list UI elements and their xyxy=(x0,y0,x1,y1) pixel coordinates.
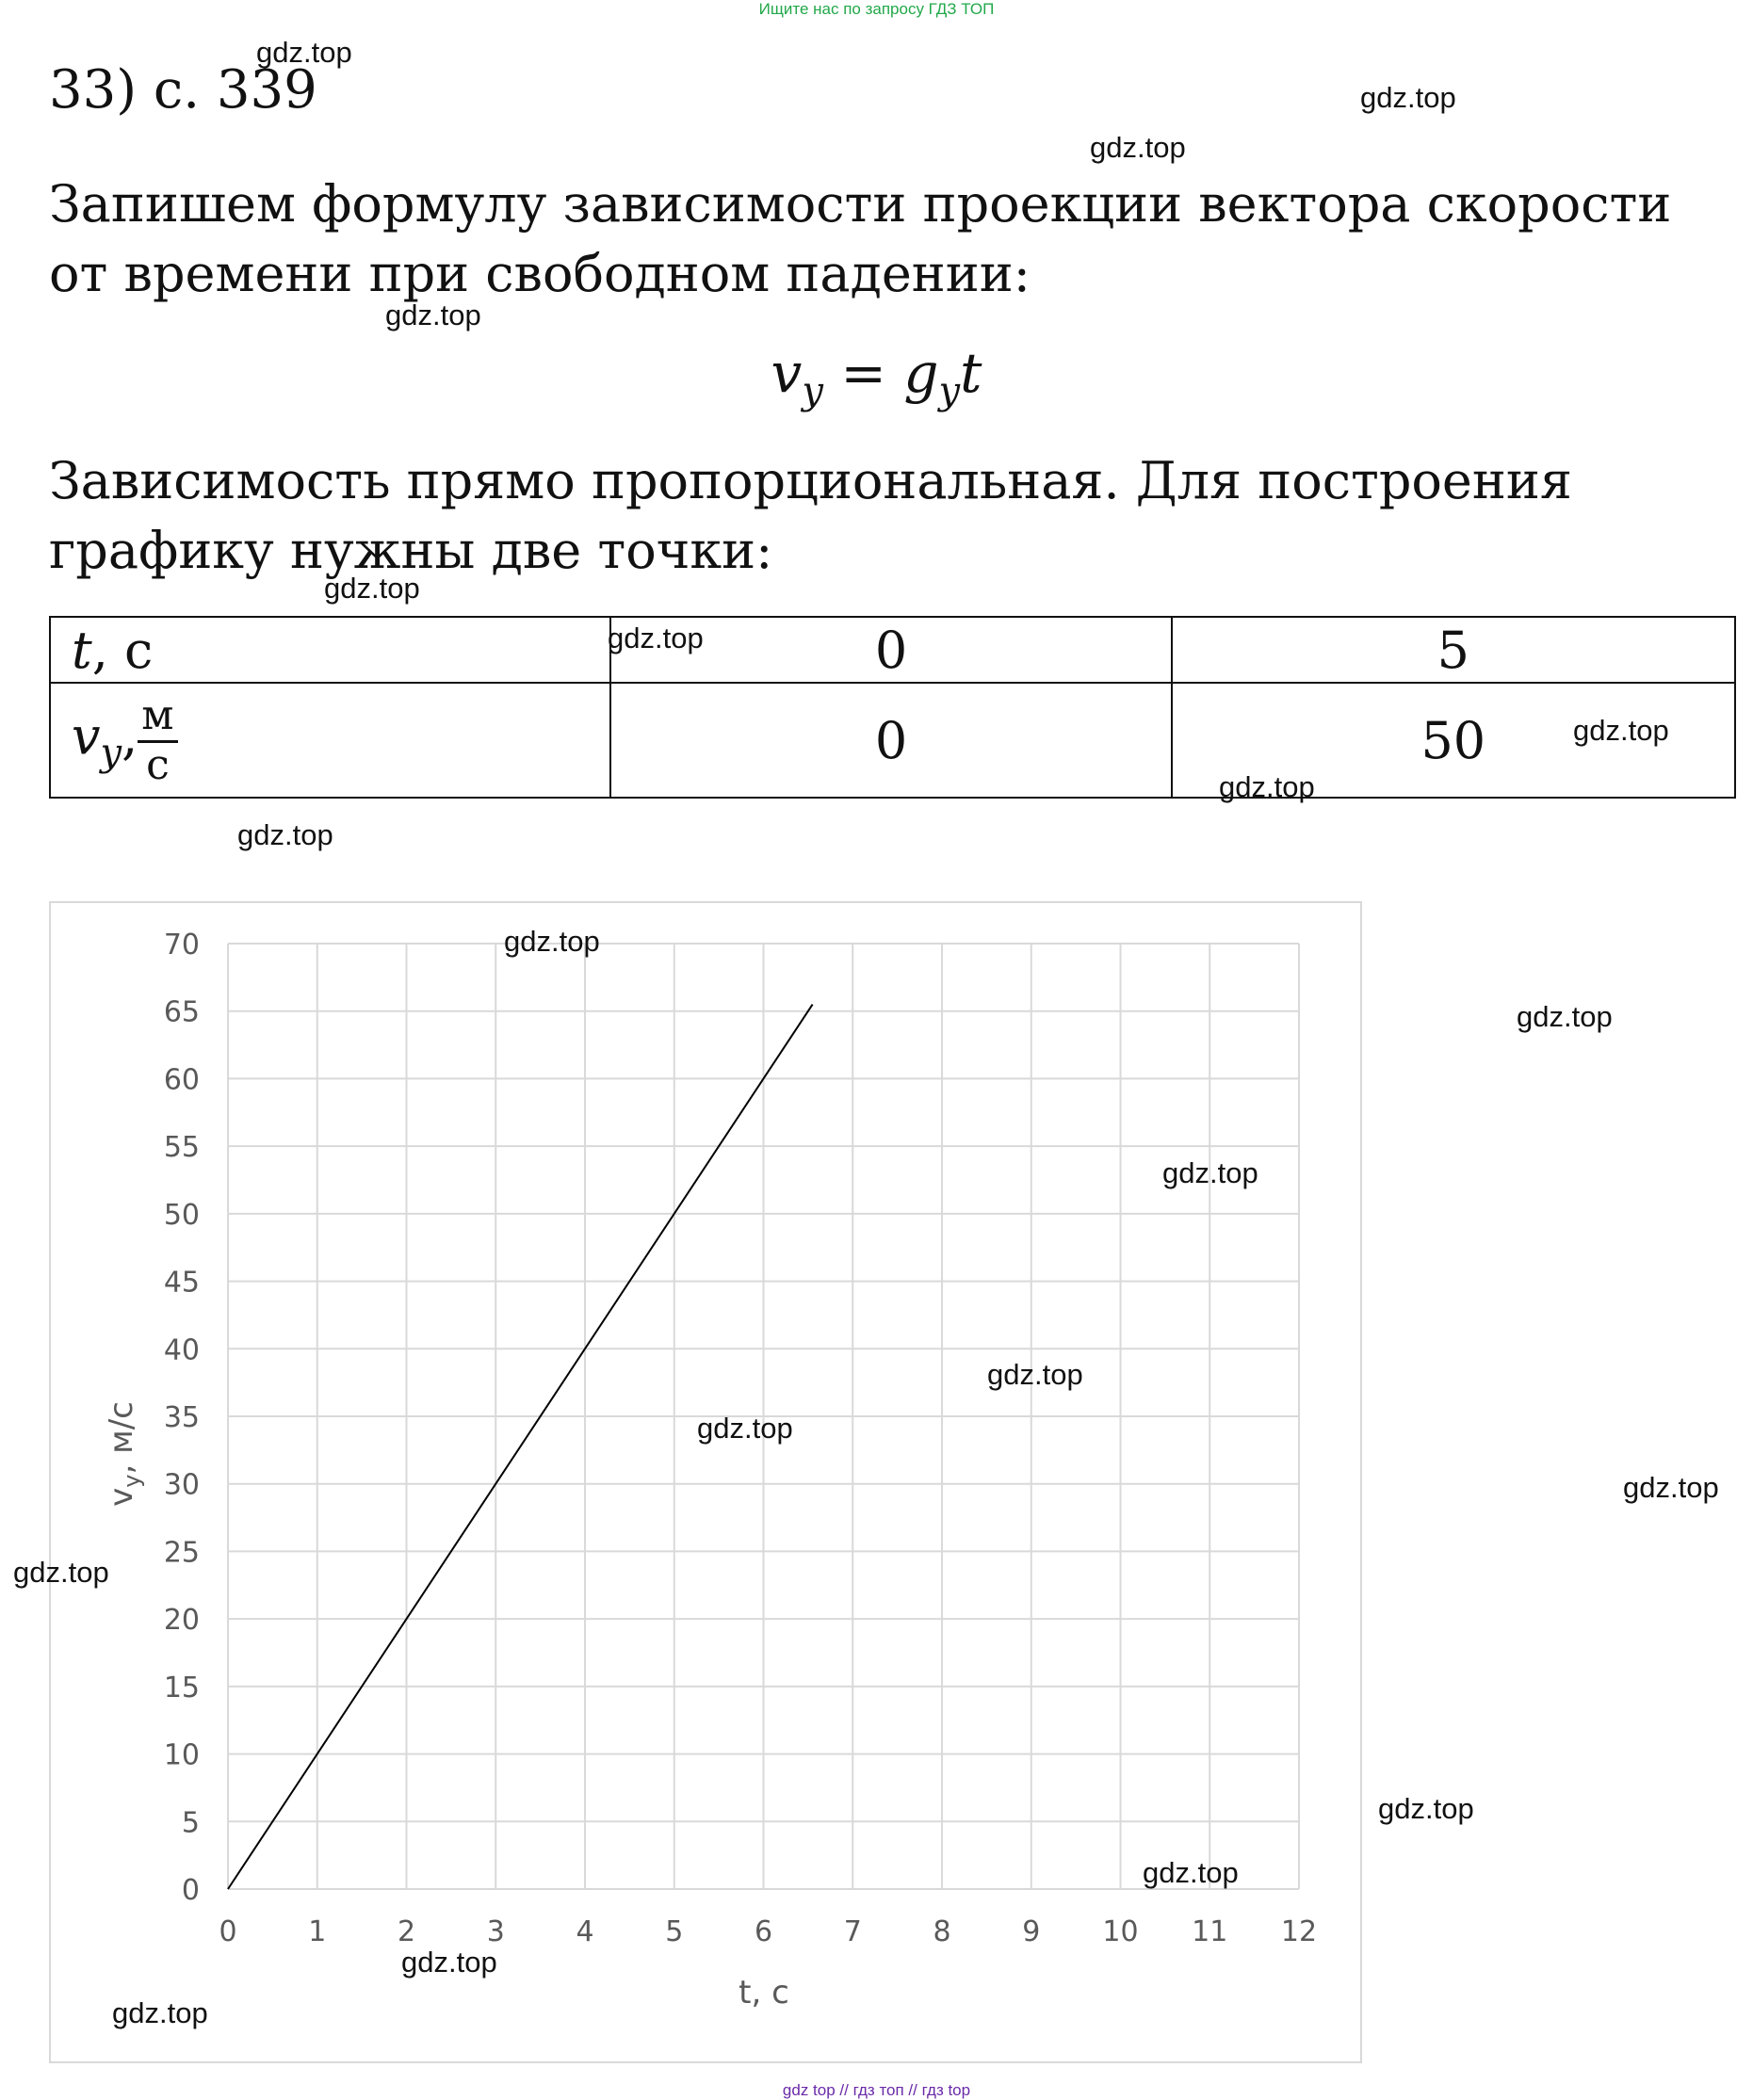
y-axis-label-sub: y xyxy=(119,1474,145,1488)
task-heading: 33) с. 339 xyxy=(49,59,317,121)
top-banner[interactable]: Ищите нас по запросу ГДЗ ТОП xyxy=(758,0,995,18)
y-tick-label: 65 xyxy=(163,995,200,1029)
series-line xyxy=(228,1005,813,1889)
y-tick-label: 40 xyxy=(163,1333,200,1367)
watermark: gdz.top xyxy=(987,1358,1083,1391)
y-tick-label: 15 xyxy=(163,1671,200,1704)
watermark: gdz.top xyxy=(1623,1471,1719,1504)
watermark: gdz.top xyxy=(504,925,600,958)
formula-rhs: g xyxy=(903,341,939,405)
watermark: gdz.top xyxy=(112,1996,208,2029)
t-unit: , с xyxy=(91,620,154,680)
y-tick-label: 25 xyxy=(163,1536,200,1570)
y-axis-label-unit: , м/с xyxy=(103,1401,140,1475)
y-tick-label: 5 xyxy=(181,1806,200,1840)
watermark: gdz.top xyxy=(1360,81,1456,114)
paragraph-proportional: Зависимость прямо пропорциональная. Для построения графику нужны две точки: xyxy=(49,451,1572,580)
y-axis-label-main: v xyxy=(103,1487,140,1507)
x-tick-label: 8 xyxy=(933,1915,951,1948)
x-tick-label: 0 xyxy=(219,1915,237,1948)
y-tick-label: 50 xyxy=(163,1198,200,1232)
table-cell-v1: 50 xyxy=(1172,683,1735,798)
x-tick-label: 10 xyxy=(1102,1915,1139,1948)
unit-numerator: м xyxy=(138,695,177,743)
v-comma: , xyxy=(122,706,138,766)
x-axis-label: t, с xyxy=(739,1974,789,2011)
watermark: gdz.top xyxy=(1219,770,1315,803)
x-tick-label: 1 xyxy=(308,1915,327,1948)
table-row-t xyxy=(50,617,1735,683)
series xyxy=(228,1005,813,1889)
watermark: gdz.top xyxy=(385,299,481,331)
watermark: gdz.top xyxy=(608,622,704,654)
v-sub: y xyxy=(100,730,122,774)
paragraph-formula-intro: Запишем формулу зависимости проекции вектора скорости от времени при свободном падении: xyxy=(49,174,1672,303)
watermark: gdz.top xyxy=(1090,131,1186,164)
x-tick-label: 11 xyxy=(1192,1915,1228,1948)
y-tick-label: 60 xyxy=(163,1063,200,1097)
x-tick-label: 12 xyxy=(1280,1915,1318,1948)
y-tick-label: 55 xyxy=(163,1131,200,1165)
y-tick-label: 30 xyxy=(163,1468,200,1502)
watermark: gdz.top xyxy=(13,1556,109,1589)
watermark: gdz.top xyxy=(1378,1792,1474,1825)
watermark: gdz.top xyxy=(324,572,420,605)
watermark: gdz.top xyxy=(1143,1856,1239,1889)
y-tick-label: 10 xyxy=(163,1738,200,1772)
v-symbol: v xyxy=(72,706,101,766)
formula-rhs-tail: t xyxy=(960,341,982,405)
y-tick-label: 45 xyxy=(163,1266,200,1300)
x-tick-label: 5 xyxy=(665,1915,684,1948)
watermark: gdz.top xyxy=(237,818,333,851)
y-tick-label: 35 xyxy=(163,1401,200,1434)
t-symbol: t xyxy=(72,620,92,680)
x-tick-label: 3 xyxy=(486,1915,505,1948)
x-tick-label: 7 xyxy=(843,1915,862,1948)
x-tick-label: 4 xyxy=(576,1915,594,1948)
unit-denominator: с xyxy=(146,740,170,789)
y-tick-label: 0 xyxy=(181,1874,200,1907)
x-tick-label: 2 xyxy=(397,1915,416,1948)
formula-eq: = xyxy=(822,341,904,405)
watermark: gdz.top xyxy=(697,1412,793,1445)
watermark: gdz.top xyxy=(1517,1000,1613,1033)
formula xyxy=(0,341,1753,413)
watermark: gdz.top xyxy=(256,36,352,69)
formula-lhs-sub: y xyxy=(802,369,823,413)
unit-fraction xyxy=(138,690,177,789)
table-row-v xyxy=(50,683,1735,798)
footer-links[interactable]: gdz top // гдз топ // гдз top xyxy=(782,2081,971,2099)
x-tick-label: 6 xyxy=(754,1915,773,1948)
formula-lhs: v xyxy=(771,341,803,405)
y-axis-label xyxy=(103,1401,145,1507)
table-header-t xyxy=(50,617,610,683)
watermark: gdz.top xyxy=(1573,714,1669,747)
y-tick-label: 20 xyxy=(163,1604,200,1638)
y-tick-label: 70 xyxy=(163,929,200,961)
table-cell-t0: 0 xyxy=(610,617,1171,683)
values-table xyxy=(49,616,1736,799)
formula-rhs-sub: y xyxy=(938,369,961,413)
table-cell-v0: 0 xyxy=(610,683,1171,798)
watermark: gdz.top xyxy=(1162,1156,1258,1189)
table-header-v xyxy=(50,683,610,798)
watermark: gdz.top xyxy=(401,1946,497,1979)
x-tick-label: 9 xyxy=(1022,1915,1041,1948)
table-cell-t1: 5 xyxy=(1172,617,1735,683)
